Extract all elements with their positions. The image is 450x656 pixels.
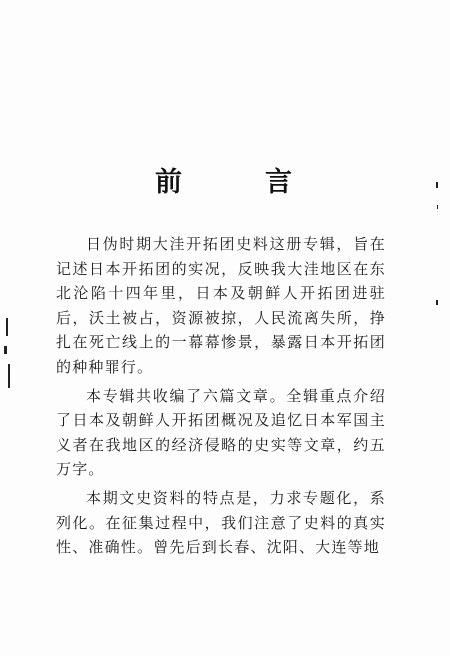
- scan-mark-right-3: [436, 300, 438, 305]
- title-char-1: 前: [155, 167, 182, 198]
- scan-mark-right-1: [436, 182, 438, 188]
- scan-mark-left-1: [6, 318, 8, 336]
- page-title: [0, 160, 450, 198]
- scan-mark-left-3: [8, 364, 10, 388]
- paragraph-1: 日伪时期大洼开拓团史料这册专辑，旨在记述日本开拓团的实况，反映我大洼地区在东北沦陷十四年里，日本及朝鲜人开拓团进驻后，沃土被占，资源被掠，人民流离失所，挣扎在死亡线上的一幕幕惨景，暴露日本开拓团的种种罪行。: [56, 235, 386, 376]
- paragraph-2: 本专辑共收编了六篇文章。全辑重点介绍了日本及朝鲜人开拓团概况及追忆日本军国主义者在我地区的经济侵略的史实等文章，约五万字。: [56, 386, 386, 479]
- preface-body: [56, 232, 386, 560]
- title-char-2: 言: [265, 167, 292, 198]
- paragraph-3: 本期文史资料的特点是，力求专题化，系列化。在征集过程中，我们注意了史料的真实性、准确性。曾先后到长春、沈阳、大连等地: [56, 488, 386, 557]
- scan-mark-left-2: [4, 346, 7, 354]
- scan-mark-right-2: [437, 205, 438, 209]
